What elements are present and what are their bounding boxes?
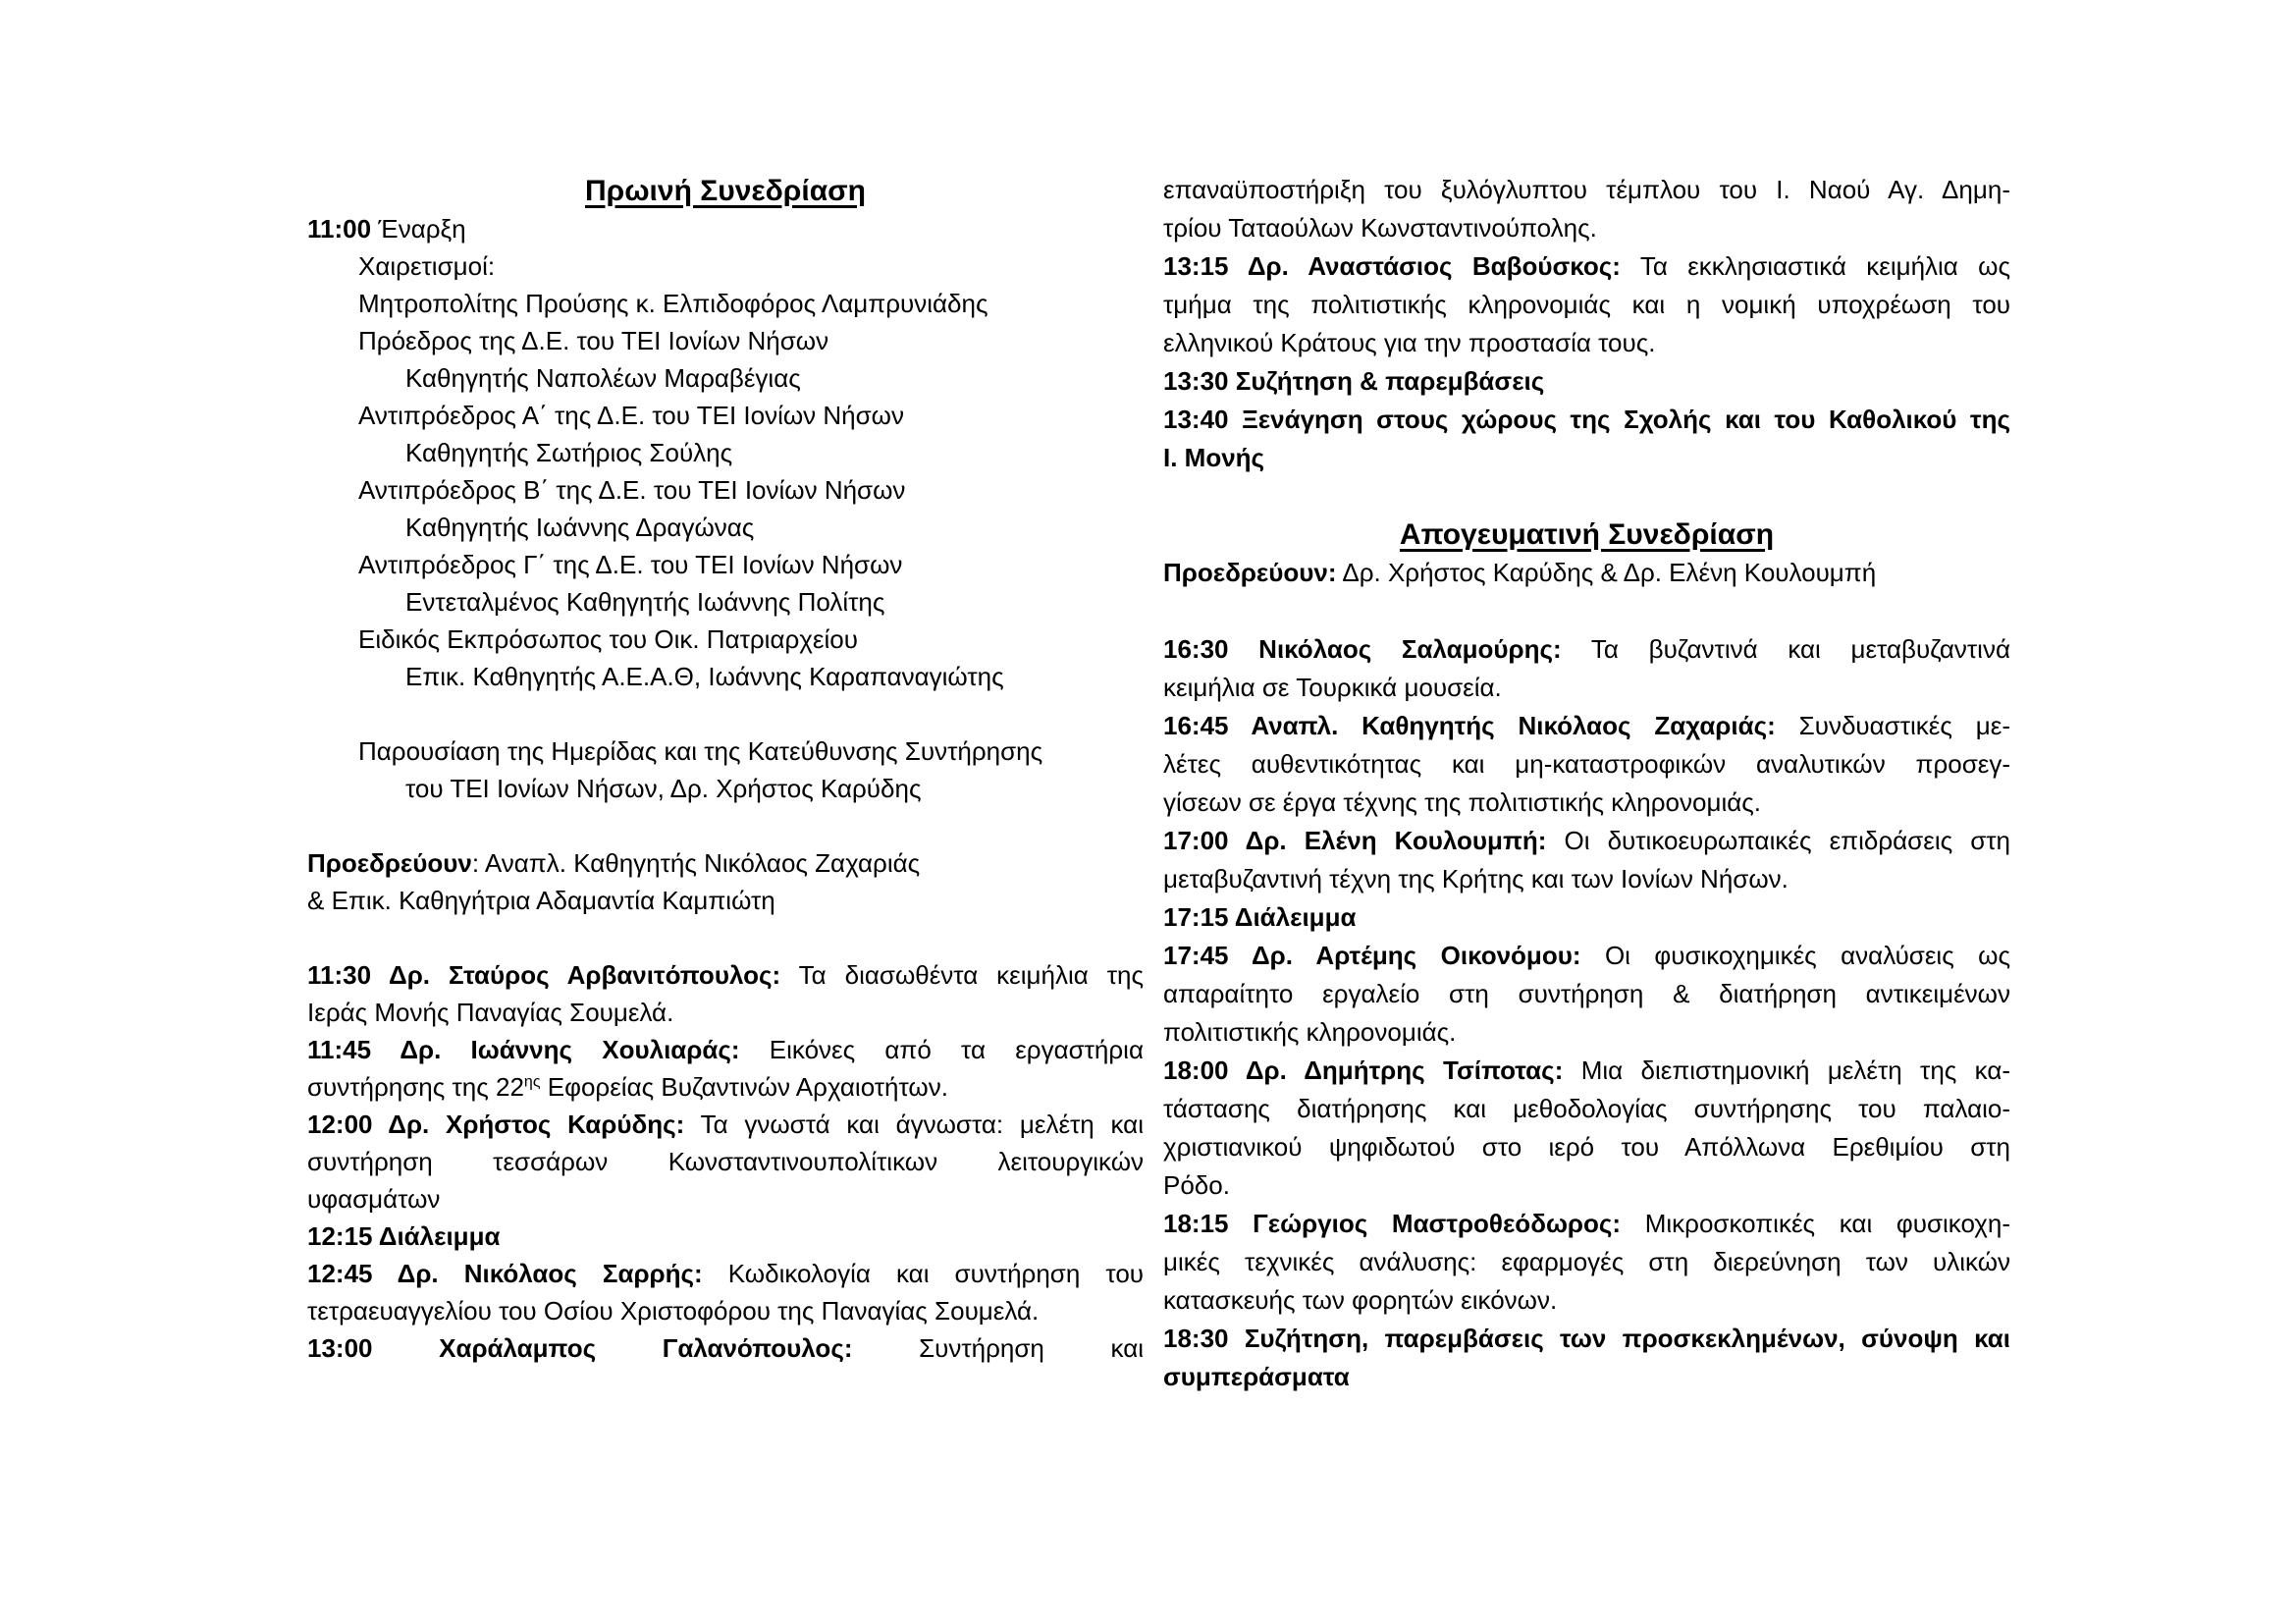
line-text: Καθηγητής Ιωάννης Δραγώνας xyxy=(405,513,755,542)
program-line xyxy=(307,658,1144,695)
line-bold: Προεδρεύουν xyxy=(307,848,472,878)
talk-line xyxy=(1163,247,2010,286)
program-line xyxy=(307,322,1144,359)
talk-line xyxy=(307,1031,1144,1068)
talk-line xyxy=(1163,630,2010,669)
line-text: γίσεων σε έργα τέχνης της πολιτιστικής κληρονομιάς. xyxy=(1163,787,1762,817)
closing-line xyxy=(1163,1358,2010,1396)
morning-session-heading xyxy=(307,173,1144,210)
line-text: λέτες αυθεντικότητας και μη-καταστροφικών αναλυτικών προσεγ- xyxy=(1163,749,2010,779)
talk-line xyxy=(1163,1281,2010,1320)
program-line xyxy=(307,621,1144,658)
talk-line xyxy=(307,956,1144,994)
line-text: τρίου Ταταούλων Κωνσταντινούπολης. xyxy=(1163,213,1597,243)
line-bold: 12:15 Διάλειμμα xyxy=(307,1221,501,1251)
line-text: επαναϋποστήριξη του ξυλόγλυπτου τέμπλου του Ι. Ναού Αγ. Δημη- xyxy=(1163,175,2010,204)
line-text: Έναρξη xyxy=(371,214,466,244)
line-bold: 11:45 Δρ. Ιωάννης Χουλιαράς: xyxy=(307,1035,740,1064)
line-bold: 12:00 Δρ. Χρήστος Καρύδης: xyxy=(307,1110,685,1139)
line-text: χριστιανικού ψηφιδωτού στο ιερό του Απόλλωνα Ερεθιμίου στη xyxy=(1163,1132,2010,1162)
tour-line xyxy=(1163,439,2010,477)
talk-line xyxy=(1163,745,2010,784)
afternoon-session-heading-text: Απογευματινή Συνεδρίαση xyxy=(1399,518,1775,551)
talk-line xyxy=(307,1106,1144,1143)
talk-line xyxy=(307,1292,1144,1329)
program-line xyxy=(307,471,1144,509)
line-text: Ιεράς Μονής Παναγίας Σουμελά. xyxy=(307,998,674,1027)
line-text: Χαιρετισμοί: xyxy=(358,251,496,281)
line-text: Αντιπρόεδρος Γ΄ της Δ.Ε. του ΤΕΙ Ιονίων Νήσων xyxy=(358,550,903,579)
line-text: υφασμάτων xyxy=(307,1184,441,1214)
line-bold: Προεδρεύουν: xyxy=(1163,558,1337,587)
line-text: Συντήρηση και xyxy=(852,1333,1144,1363)
ordinal-superscript: ης xyxy=(523,1073,541,1091)
line-bold: 13:00 Χαράλαμπος Γαλανόπουλος: xyxy=(307,1333,853,1363)
talk-line xyxy=(1163,1205,2010,1243)
line-text: Καθηγητής Ναπολέων Μαραβέγιας xyxy=(405,363,801,393)
line-text: τετραευαγγελίου του Οσίου Χριστοφόρου της Παναγίας Σουμελά. xyxy=(307,1296,1040,1326)
line-bold: 13:15 Δρ. Αναστάσιος Βαβούσκος: xyxy=(1163,251,1621,281)
line-bold: 16:30 Νικόλαος Σαλαμούρης: xyxy=(1163,634,1562,664)
talk-line xyxy=(1163,1128,2010,1166)
line-bold: 18:30 Συζήτηση, παρεμβάσεις των προσκεκλημένων, σύνοψη και xyxy=(1163,1324,2010,1353)
line-text: Αντιπρόεδρος Α΄ της Δ.Ε. του ΤΕΙ Ιονίων Νήσων xyxy=(358,401,904,430)
line-text: Μικροσκοπικές και φυσικοχη- xyxy=(1621,1209,2010,1238)
line-text: Τα γνωστά και άγνωστα: μελέτη και xyxy=(684,1110,1144,1139)
line-bold: 18:15 Γεώργιος Μαστροθεόδωρος: xyxy=(1163,1209,1622,1238)
line-bold: 18:00 Δρ. Δημήτρης Τσίποτας: xyxy=(1163,1056,1564,1085)
line-bold: 17:15 Διάλειμμα xyxy=(1163,902,1357,932)
line-bold: 13:30 Συζήτηση & παρεμβάσεις xyxy=(1163,366,1545,396)
line-text: Κωδικολογία και συντήρηση του xyxy=(702,1259,1144,1288)
program-line xyxy=(307,247,1144,285)
talk-line xyxy=(1163,209,2010,247)
program-line xyxy=(307,770,1144,807)
line-text: Δρ. Χρήστος Καρύδης & Δρ. Ελένη Κουλουμπή xyxy=(1336,558,1877,587)
talk-line xyxy=(1163,171,2010,209)
line-bold: 11:00 xyxy=(307,214,372,244)
line-text: : Αναπλ. Καθηγητής Νικόλαος Ζαχαριάς xyxy=(471,848,921,878)
line-bold: 11:30 Δρ. Σταύρος Αρβανιτόπουλος: xyxy=(307,960,781,990)
line-text: Τα εκκλησιαστικά κειμήλια ως xyxy=(1620,251,2010,281)
line-text: Καθηγητής Σωτήριος Σούλης xyxy=(405,438,733,467)
line-text: απαραίτητο εργαλείο στη συντήρηση & διατήρηση αντικειμένων xyxy=(1163,979,2010,1008)
talk-line xyxy=(1163,1243,2010,1281)
talk-line xyxy=(1163,937,2010,975)
closing-line xyxy=(1163,1320,2010,1358)
morning-session-heading-text: Πρωινή Συνεδρίαση xyxy=(584,175,866,207)
line-text: τμήμα της πολιτιστικής κληρονομιάς και η νομική υποχρέωση του xyxy=(1163,290,2010,319)
line-text: τάστασης διατήρησης και μεθοδολογίας συντήρησης του παλαιο- xyxy=(1163,1094,2010,1123)
talk-line xyxy=(307,1143,1144,1180)
line-text: Μια διεπιστημονική μελέτη της κα- xyxy=(1563,1056,2011,1085)
line-text: Οι φυσικοχημικές αναλύσεις ως xyxy=(1580,941,2010,970)
talk-line xyxy=(1163,1166,2010,1205)
talk-line xyxy=(1163,324,2010,362)
discussion-line xyxy=(1163,362,2010,401)
line-text: Εφορείας Βυζαντινών Αρχαιοτήτων. xyxy=(540,1072,948,1102)
break-line xyxy=(1163,898,2010,937)
talk-line xyxy=(1163,286,2010,324)
line-text: Τα βυζαντινά και μεταβυζαντινά xyxy=(1561,634,2010,664)
afternoon-session-heading xyxy=(1163,515,2010,554)
chairs-line xyxy=(307,882,1144,919)
spacer xyxy=(307,919,1144,956)
talk-line xyxy=(1163,1052,2010,1090)
line-text: του ΤΕΙ Ιονίων Νήσων, Δρ. Χρήστος Καρύδης xyxy=(405,774,922,803)
spacer xyxy=(307,695,1144,732)
line-text: Αντιπρόεδρος Β΄ της Δ.Ε. του ΤΕΙ Ιονίων Νήσων xyxy=(358,475,906,505)
program-line xyxy=(307,434,1144,471)
right-column xyxy=(1163,171,2010,1396)
talk-line xyxy=(1163,1090,2010,1128)
talk-line xyxy=(1163,784,2010,822)
program-line xyxy=(307,285,1144,322)
line-bold: Ι. Μονής xyxy=(1163,443,1265,472)
break-line xyxy=(307,1218,1144,1255)
line-text: Πρόεδρος της Δ.Ε. του ΤΕΙ Ιονίων Νήσων xyxy=(358,326,829,355)
program-line xyxy=(307,509,1144,546)
line-text: Εικόνες από τα εργαστήρια xyxy=(739,1035,1144,1064)
talk-line xyxy=(1163,707,2010,745)
line-text: Παρουσίαση της Ημερίδας και της Κατεύθυνσης Συντήρησης xyxy=(358,736,1043,766)
line-text: συντήρηση τεσσάρων Κωνσταντινουπολίτικων λειτουργικών xyxy=(307,1147,1144,1176)
line-text: Μητροπολίτης Προύσης κ. Ελπιδοφόρος Λαμπρυνιάδης xyxy=(358,289,988,318)
program-line xyxy=(307,359,1144,397)
line-text: Ρόδο. xyxy=(1163,1170,1230,1200)
program-line xyxy=(307,546,1144,583)
spacer xyxy=(307,807,1144,844)
line-text: ελληνικού Κράτους για την προστασία τους. xyxy=(1163,328,1656,357)
line-bold: 13:40 Ξενάγηση στους χώρους της Σχολής και του Καθολικού της xyxy=(1163,405,2010,434)
line-bold: συμπεράσματα xyxy=(1163,1362,1350,1391)
talk-line xyxy=(1163,669,2010,707)
talk-line xyxy=(307,1255,1144,1292)
line-text: μεταβυζαντινή τέχνη της Κρήτης και των Ιονίων Νήσων. xyxy=(1163,864,1789,893)
spacer xyxy=(1163,592,2010,630)
talk-line xyxy=(307,1329,1144,1367)
tour-line xyxy=(1163,401,2010,439)
line-text: μικές τεχνικές ανάλυσης: εφαρμογές στη διερεύνηση των υλικών xyxy=(1163,1247,2010,1276)
talk-line xyxy=(1163,822,2010,860)
talk-line xyxy=(1163,1013,2010,1052)
program-line xyxy=(307,732,1144,770)
line-bold: 12:45 Δρ. Νικόλαος Σαρρής: xyxy=(307,1259,703,1288)
line-text: κατασκευής των φορητών εικόνων. xyxy=(1163,1285,1558,1315)
chairs-line xyxy=(307,844,1144,882)
talk-line xyxy=(1163,860,2010,898)
program-line xyxy=(307,397,1144,434)
line-text: Επικ. Καθηγητής Α.Ε.Α.Θ, Ιωάννης Καραπαναγιώτης xyxy=(405,662,1004,691)
line-text: Ειδικός Εκπρόσωπος του Οικ. Πατριαρχείου xyxy=(358,624,858,654)
line-text: Οι δυτικοευρωπαικές επιδράσεις στη xyxy=(1546,826,2010,855)
line-text: & Επικ. Καθηγήτρια Αδαμαντία Καμπιώτη xyxy=(307,886,775,915)
talk-line xyxy=(1163,975,2010,1013)
talk-line xyxy=(307,994,1144,1031)
talk-line xyxy=(307,1068,1144,1106)
line-text: Τα διασωθέντα κειμήλια της xyxy=(780,960,1144,990)
program-line xyxy=(307,210,1144,247)
line-text: Εντεταλμένος Καθηγητής Ιωάννης Πολίτης xyxy=(405,587,885,617)
spacer xyxy=(1163,477,2010,515)
line-text: συντήρησης της 22 xyxy=(307,1072,524,1102)
program-line xyxy=(307,583,1144,621)
line-bold: 17:00 Δρ. Ελένη Κουλουμπή: xyxy=(1163,826,1547,855)
line-bold: 17:45 Δρ. Αρτέμης Οικονόμου: xyxy=(1163,941,1581,970)
line-bold: 16:45 Αναπλ. Καθηγητής Νικόλαος Ζαχαριάς: xyxy=(1163,711,1776,740)
talk-line xyxy=(307,1180,1144,1218)
line-text: πολιτιστικής κληρονομιάς. xyxy=(1163,1017,1457,1047)
chairs-line xyxy=(1163,554,2010,592)
left-column xyxy=(307,173,1144,1367)
line-text: Συνδυαστικές με- xyxy=(1775,711,2010,740)
line-text: κειμήλια σε Τουρκικά μουσεία. xyxy=(1163,673,1502,702)
